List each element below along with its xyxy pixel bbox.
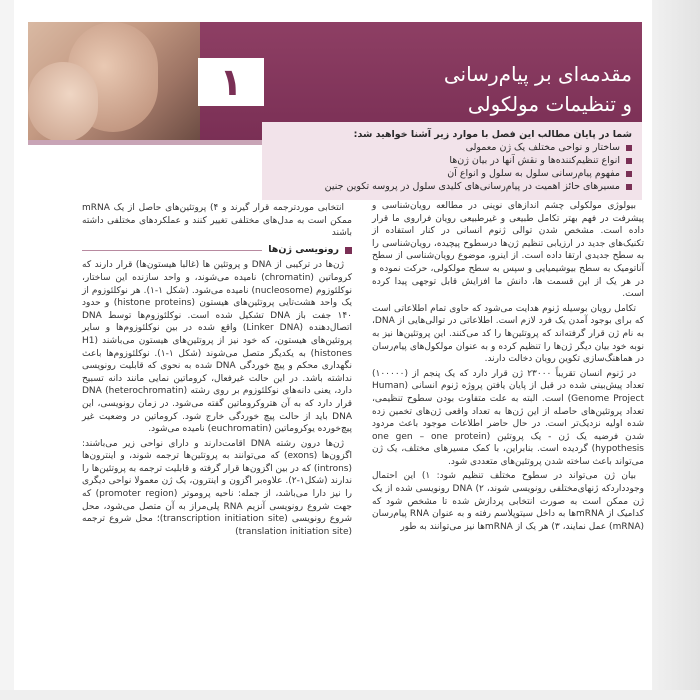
objectives-intro: شما در پایان مطالب این فصل با موارد زیر آشنا خواهید شد: — [353, 129, 632, 140]
body-paragraph: در ژنوم انسان تقریباً ۲۳۰۰۰ ژن قرار دارد که یک پنجم از (۱۰۰۰۰۰) تعداد پیش‌بینی شده در قبل از پایان یافتن پروژه ژنوم انسانی (Human Genome Project) است. البته به علت متفاوت بودن سطوح تنظیمی، تعداد پروتئین‌های حاصله از این ژن‌ها به تعداد واقعی ژن‌های تخمین زده شده اولیه نزدیک‌تر است. در حال حاضر اطلاعات موجود باعث مردود شدن فرضیه یک ژن - یک پروتئین (one gen – one protein hypothesis) گردیده است. بنابراین، با کمک مسیرهای مختلف، یک ژن می‌تواند باعث ساخته شدن پروتئین‌های متعددی شود. — [372, 368, 644, 467]
body-paragraph: تکامل رویان بوسیله ژنوم هدایت می‌شود که حاوی تمام اطلاعاتی است که برای بوجود آمدن یک فرد لازم است. اطلاعاتی در توالی‌هایی از DNA، به نام ژن قرار گرفته‌اند که پروتئین‌ها را کد می‌کنند. این پروتئین‌ها نیز به نوبه خود بیان دیگر ژن‌ها را تنظیم کرده و به عنوان مولکول‌های پیام‌رسان در هماهنگ‌سازی تکوین رویان دخالت دارند. — [372, 303, 644, 365]
right-text-column — [372, 200, 644, 535]
page-left-margin — [0, 0, 14, 700]
objective-item: انواع تنظیم‌کننده‌ها و نقش آنها در بیان ژن‌ها — [268, 154, 632, 167]
objective-item: مفهوم پیام‌رسانی سلول به سلول و انواع آن — [268, 167, 632, 180]
section-heading — [82, 244, 352, 257]
body-paragraph: ژن‌ها در ترکیبی از DNA و پروتئین ها (غالبا هیستون‌ها) قرار دارند که کروماتین (chromatin) نامیده می‌شوند، و واحد سازنده این ساختار، نوکلئوزوم (nucleosome) نامیده می‌شود. (شکل ۱-۱). هر نوکلئوزوم از یک واحد هشت‌تایی پروتئین‌های هیستون (histone proteins) و حدود ۱۴۰ جفت باز DNA تشکیل شده است. نوکلئوزوم‌ها توسط DNA اتصال‌دهنده (Linker DNA) واقع شده در بین نوکلئوزوم‌ها و سایر پروتئین‌های هیستون، که خود نیز از پروتئین‌های هیستون می‌باشند (H1 histones) به یکدیگر متصل می‌شوند (شکل ۱-۱). نوکلئوزوم‌ها باعث نگهداری محکم و پیچ خوردگی DNA شده به نحوی که قابلیت رونویسی نداشته باشد. در این حالت غیرفعال، کروماتین نمایی مانند دانه تسبیح دارد، یعنی دانه‌های نوکلئوزوم بر روی رشته DNA (heterochromatin) قرار دارد که به آن هتروکروماتین گفته می‌شود. در زمان رونویسی، این DNA باید از حالت پیچ خوردگی خارج شود. کروماتین در وضعیت غیر پیچ‌خورده یوکروماتین (euchromatin) نامیده می‌شود. — [82, 260, 353, 435]
body-paragraph: ژن‌ها درون رشته DNA اقامت‌دارند و دارای نواحی زیر می‌باشند: اگزون‌ها (exons) که می‌توانند به پروتئین‌ها ترجمه شوند، و اینترون‌ها (introns) که در بین اگزون‌ها قرار گرفته و قابلیت ترجمه به پروتئین‌ها را ندارند (شکل۱-۲). علاوه‌بر اگزون و اینترون، یک ژن معمولا نواحی دیگری را نیز دارا می‌باشد، از جمله: ناحیه پروموتر (promoter region) که جهت شروع رونویسی آنزیم RNA پلی‌مراز به آن متصل می‌شود، محل شروع رونویسی (transcription initiation site)؛ محل شروع ترجمه (translation initiation site) — [82, 438, 352, 537]
left-text-column — [82, 202, 352, 540]
objective-item: ساختار و نواحی مختلف یک ژن معمولی — [268, 141, 632, 154]
body-paragraph: انتخابی موردترجمه قرار گیرند و ۴) پروتئین‌های حاصل از یک mRNA ممکن است به مدل‌های مختلفی تغییر کنند و عملکردهای مختلفی داشته باشند — [82, 203, 352, 239]
body-paragraph: بیان ژن می‌تواند در سطوح مختلف تنظیم شود: ۱) این احتمال وجوددارد‌که ‌ژنهای‌مختلفی رونویسی شوند، ۲) DNA رونویسی شده از یک ژن ممکن است به صورت انتخابی پردازش شده تا مشخص شود که کدامیک از mRNAها به داخل سیتوپلاسم رفته و به عنوان RNA پیام‌رسان (mRNA) عمل نمایند، ۳) هر یک از mRNAها نیز می‌توانند به طور — [372, 471, 645, 532]
photo-shape — [28, 62, 98, 140]
section-rule — [82, 250, 262, 251]
section-title: رونویسی ژن‌ها — [268, 243, 339, 255]
page-binding-shadow — [652, 0, 700, 700]
body-paragraph: بیولوژی مولکولی چشم اندازهای نوینی در مطالعه رویان‌شناسی و پیشرفت در فهم بهتر تکامل طبیعی و غیرطبیعی رویان فراروی ما قرار داده است. مشخص شدن توالی ژنوم انسانی در کنار استفاده از تکنیک‌های جدید در ارزیابی تنظیم ژن‌ها درسطوح پیچیده، رویان‌شناسی را به سطح جدیدی ارتقا داده است. از اینرو، موضوع رویان‌شناسی از سطح آناتومیک به سطح بیوشیمیایی و سپس به سطح مولکولی، حرکت نموده و در هر یک از این قسمت ها، دانش ما افزایش قابل توجهی پیدا کرده است. — [372, 201, 644, 300]
learning-objectives-box — [262, 122, 642, 200]
section-bullet-icon — [345, 247, 352, 254]
chapter-photo — [28, 22, 200, 140]
chapter-title-line2: و تنظیمات مولکولی — [467, 92, 632, 116]
objective-item: مسیرهای حائز اهمیت در پیام‌رسانی‌های کلیدی سلول در پروسه تکوین جنین — [268, 180, 632, 193]
chapter-title-line1: مقدمه‌ای بر پیام‌رسانی — [443, 62, 632, 86]
page-bottom-shadow — [0, 690, 700, 700]
chapter-number: ۱ — [198, 58, 264, 106]
